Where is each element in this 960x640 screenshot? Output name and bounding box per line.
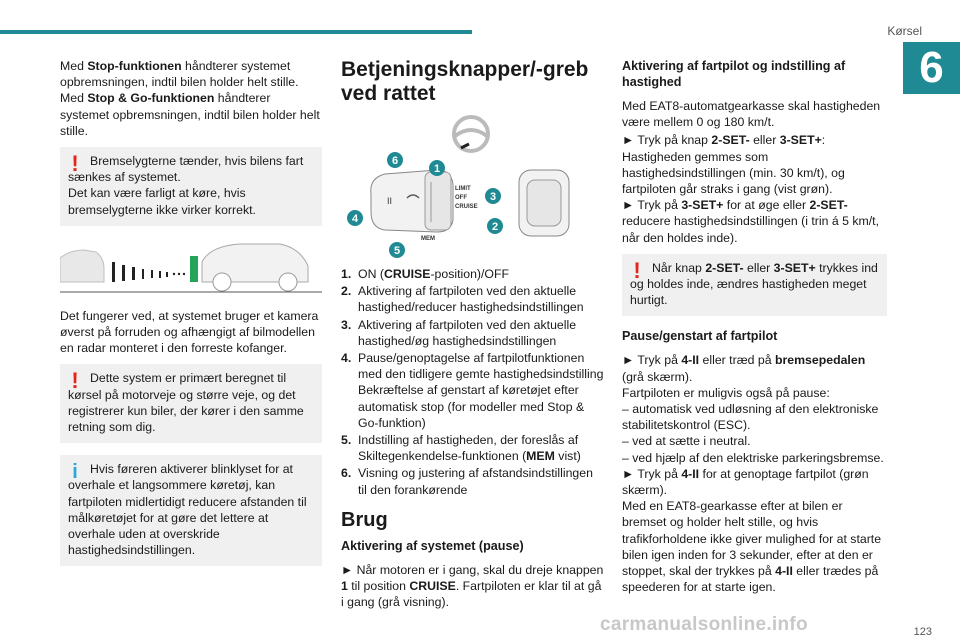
info-icon: i	[72, 461, 78, 484]
chapter-number: 6	[903, 42, 960, 94]
header-accent-bar	[0, 30, 472, 34]
steering-wheel-icon	[454, 117, 488, 151]
section-title: Kørsel	[887, 24, 922, 38]
svg-text:1: 1	[433, 163, 441, 175]
warning-note	[60, 147, 322, 226]
adjust-speed-text: ► Tryk på 3-SET+ for at øge eller 2-SET- reducere hastighedsindstillingen (i trin á 5 km/t, når den holdes inde).	[622, 198, 879, 245]
controls-list	[341, 266, 605, 498]
activation-heading: Aktivering af systemet (pause)	[341, 539, 524, 554]
column-3	[622, 58, 887, 595]
activation-text: ► Når motoren er i gang, skal du dreje knappen 1 til position CRUISE. Fartpiloten er klar til at gå i gang (grå visning).	[341, 563, 604, 610]
pause-text: ► Tryk på 4-II eller træd på bremsepedalen (grå skærm). Fartpiloten er muligvis også på pause: – automatisk ved udløsning af den elektroniske stabilitetskontrol (ESC). – ved at sætte i neutral. – ved hjælp af den elektriske parkeringsbremse. ► Tryk på 4-II for at genoptage fartpilot (grøn skærm). Med en EAT8-gearkasse efter at bilen er bremset og holder helt stille, og hvis trafikforholdene ikke giver mulighed for at starte bilen igen inden for 3 sekunder, efter at den er stoppet, skal der trykkes på 4-II eller trædes på speederen for at starte igen.	[622, 353, 884, 595]
info-note	[60, 455, 322, 566]
warning-icon: !	[633, 257, 641, 283]
stop-function-text: Med Stop-funktionen håndterer systemet opbremsningen, indtil bilen holder helt stille. Med Stop & Go-funktionen håndterer systemet opbremsningen, indtil bilen holder helt stille.	[60, 59, 320, 138]
stalk-label-mem: MEM	[421, 236, 435, 242]
info-text: Hvis føreren aktiverer blinklyset for at overhale et langsommere køretøj, kan fartpiloten midlertidigt reducere afstanden til målkøretøjet for at gøre det lettere at overhale uden at overskride hastighedsindstillingen.	[68, 462, 307, 558]
svg-text:4: 4	[351, 213, 359, 225]
list-item: 3. Aktivering af fartpiloten ved den aktuelle hastighed/øg hastighedsindstillingen	[341, 317, 577, 348]
list-item: 2. Aktivering af fartpiloten ved den aktuelle hastighed/reducer hastighedsindstillingen	[341, 284, 584, 315]
svg-text:II: II	[387, 196, 393, 206]
svg-text:5: 5	[393, 245, 401, 257]
warning-icon: !	[71, 151, 79, 177]
watermark: carmanualsonline.info	[600, 614, 808, 635]
activation-speed-heading: Aktivering af fartpilot og indstilling af hastighed	[622, 59, 846, 89]
eat8-speed-text: Med EAT8-automatgearkasse skal hastigheden være mellem 0 og 180 km/t.	[622, 99, 881, 130]
warning-icon: !	[71, 368, 79, 394]
callout-3	[485, 188, 501, 204]
list-item: 4. Pause/genoptagelse af fartpilotfunktionen med den tidligere gemte hastighedsindstilling Bekræftelse af genstart af køretøjet efter automatisk stop (for modeller med Stop & Go-funktion)	[341, 351, 604, 430]
callout-4	[347, 210, 363, 226]
callout-1	[429, 160, 445, 176]
page-number: 123	[913, 626, 932, 638]
stalk-end-view	[519, 170, 569, 236]
warning-text-highway: Dette system er primært beregnet til kørsel på motorveje og større veje, og det registrerer kun biler, der kører i den samme retning som dig.	[68, 371, 304, 435]
cruise-stalk	[371, 170, 453, 232]
stalk-label-limit: LIMIT	[455, 186, 471, 192]
list-item: 5. Indstilling af hastigheden, der foreslås af Skiltegenkendelse-funktionen (MEM vist)	[341, 433, 581, 464]
usage-heading: Brug	[341, 508, 388, 531]
column-2	[341, 58, 605, 617]
set-speed-text: ► Tryk på knap 2-SET- eller 3-SET+: Hastigheden gemmes som hastighedsindstillingen (min. 30 km/t), og fartpiloten går straks i gang (vist grøn).	[622, 133, 845, 197]
svg-text:3: 3	[489, 191, 497, 203]
warning-note-highway	[60, 364, 322, 443]
radar-illustration	[60, 238, 322, 296]
stalk-label-cruise: CRUISE	[455, 204, 478, 210]
pause-heading: Pause/genstart af fartpilot	[622, 329, 778, 344]
list-item: 6. Visning og justering af afstandsindstillingen til den forankørende	[341, 466, 593, 497]
warning-note-hold	[622, 254, 887, 317]
stalk-label-off: OFF	[455, 195, 467, 201]
list-item: 1. ON (CRUISE-position)/OFF	[341, 267, 510, 281]
column-1	[60, 58, 322, 578]
svg-text:6: 6	[391, 155, 399, 167]
callout-5	[389, 242, 405, 258]
controls-heading: Betjeningsknapper/-greb ved rattet	[341, 58, 589, 105]
callout-6	[387, 152, 403, 168]
callout-2	[487, 218, 503, 234]
warning-text: Bremselygterne tænder, hvis bilens fart sænkes af systemet. Det kan være farligt at køre, hvis bremselygterne ikke virker korrekt.	[68, 154, 304, 217]
svg-text:2: 2	[491, 221, 499, 233]
steering-stalk-diagram	[341, 112, 605, 262]
warning-text-hold: Når knap 2-SET- eller 3-SET+ trykkes ind og holdes inde, ændres hastigheden meget hurtigt.	[630, 260, 878, 308]
radar-text: Det fungerer ved, at systemet bruger et kamera øverst på forruden og afhængigt af bilmodellen en radar monteret i den forreste kofanger.	[60, 308, 319, 356]
